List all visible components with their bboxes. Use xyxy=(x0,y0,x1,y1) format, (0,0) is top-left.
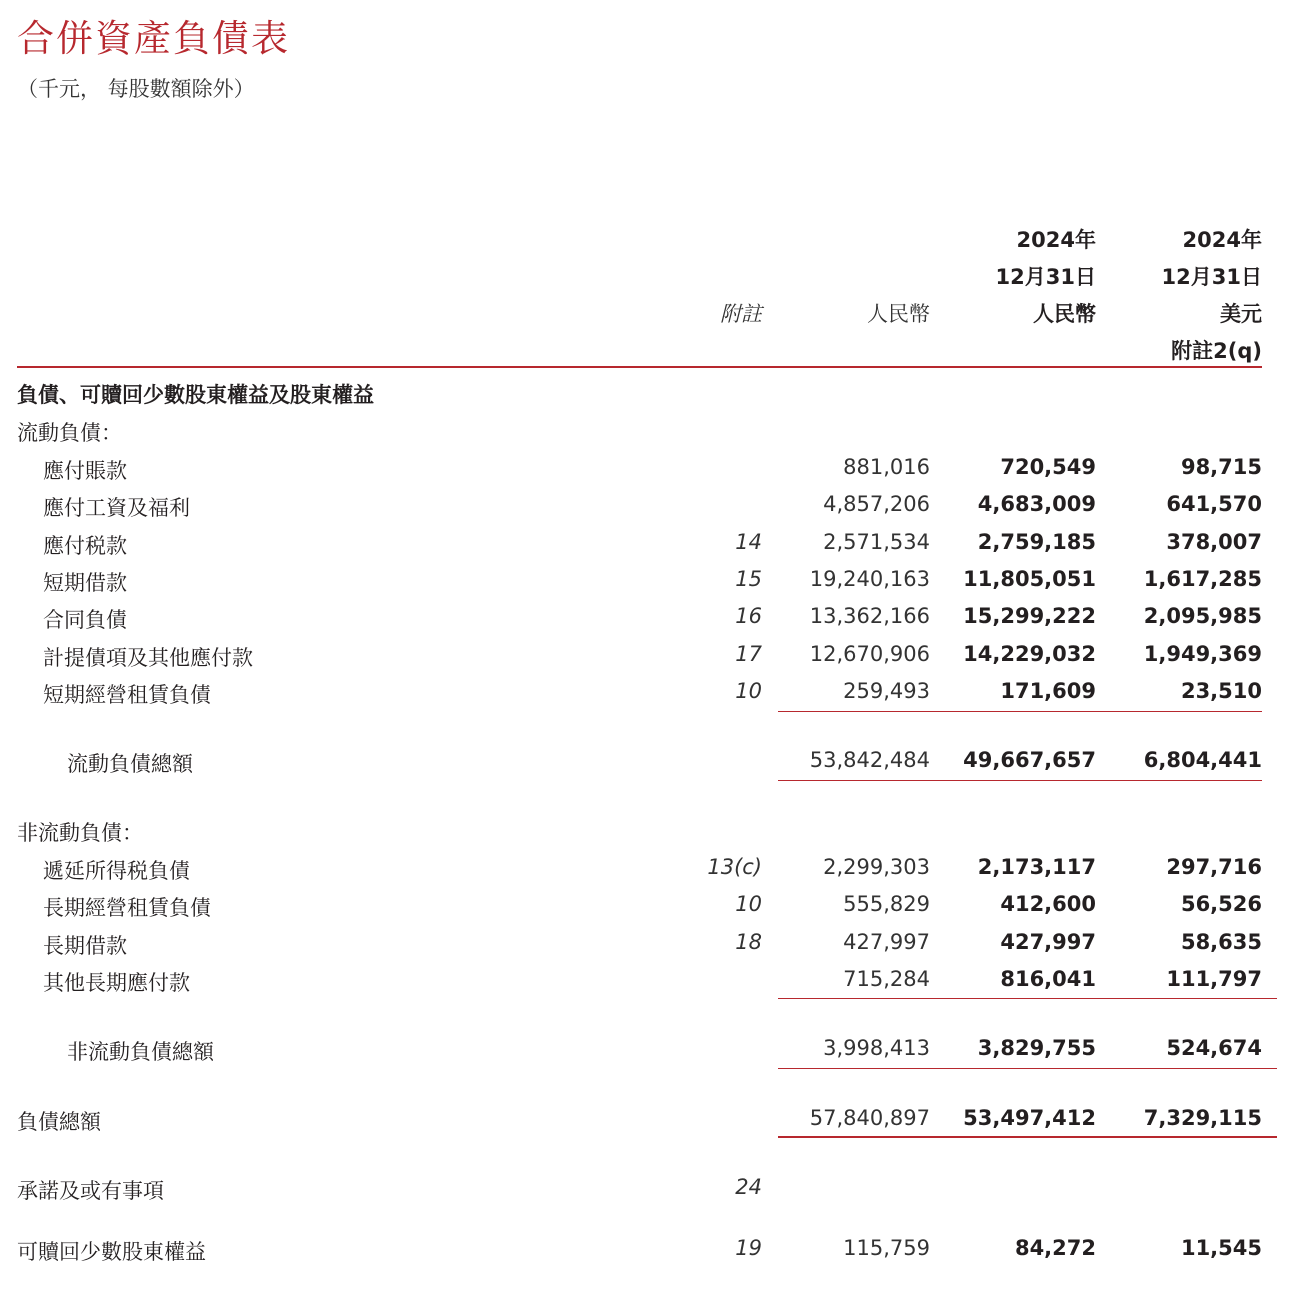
header-rule xyxy=(17,366,1262,368)
row-value-col3: 111,797 xyxy=(1166,967,1262,991)
row-label: 計提債項及其他應付款 xyxy=(43,646,253,670)
row-label: 長期借款 xyxy=(43,934,127,958)
row-value-col1: 427,997 xyxy=(843,930,930,954)
row-value-col1: 881,016 xyxy=(843,455,930,479)
subtotal-rule xyxy=(778,998,1277,999)
row-value-col1: 53,842,484 xyxy=(809,748,930,772)
row-note: 13(c) xyxy=(707,855,762,879)
row-value-col1: 3,998,413 xyxy=(823,1036,930,1060)
row-note: 18 xyxy=(735,930,762,954)
header-col2-currency: 人民幣 xyxy=(1033,302,1096,326)
row-note: 24 xyxy=(735,1175,762,1199)
row-value-col3: 297,716 xyxy=(1166,855,1262,879)
row-value-col3: 6,804,441 xyxy=(1143,748,1262,772)
row-value-col3: 1,617,285 xyxy=(1143,567,1262,591)
row-label: 應付賬款 xyxy=(43,459,127,483)
row-note: 15 xyxy=(735,567,762,591)
row-value-col1: 4,857,206 xyxy=(823,492,930,516)
row-value-col3: 2,095,985 xyxy=(1143,604,1262,628)
row-value-col1: 2,571,534 xyxy=(823,530,930,554)
row-value-col2: 412,600 xyxy=(1000,892,1096,916)
row-value-col2: 84,272 xyxy=(1014,1236,1096,1260)
row-label: 應付工資及福利 xyxy=(43,496,190,520)
row-value-col1: 19,240,163 xyxy=(809,567,930,591)
row-note: 10 xyxy=(735,892,762,916)
header-col1-currency: 人民幣 xyxy=(867,302,930,326)
non-current-liabilities-heading: 非流動負債： xyxy=(17,821,143,845)
row-label: 可贖回少數股東權益 xyxy=(17,1240,206,1264)
header-col3-currency: 美元 xyxy=(1220,302,1262,326)
row-label: 遞延所得税負債 xyxy=(43,859,190,883)
row-note: 17 xyxy=(735,642,762,666)
row-value-col3: 641,570 xyxy=(1166,492,1262,516)
row-value-col2: 171,609 xyxy=(1000,679,1096,703)
row-value-col3: 378,007 xyxy=(1166,530,1262,554)
row-value-col2: 427,997 xyxy=(1000,930,1096,954)
row-label: 負債總額 xyxy=(17,1110,101,1134)
row-value-col2: 14,229,032 xyxy=(963,642,1096,666)
row-label: 短期經營租賃負債 xyxy=(43,683,211,707)
row-value-col1: 13,362,166 xyxy=(809,604,930,628)
total-rule xyxy=(778,780,1262,781)
row-value-col2: 2,173,117 xyxy=(977,855,1096,879)
row-value-col3: 11,545 xyxy=(1180,1236,1262,1260)
row-label: 長期經營租賃負債 xyxy=(43,896,211,920)
row-value-col3: 58,635 xyxy=(1180,930,1262,954)
row-value-col1: 555,829 xyxy=(843,892,930,916)
row-value-col3: 98,715 xyxy=(1180,455,1262,479)
header-note-column: 附註 xyxy=(720,302,762,326)
row-value-col2: 15,299,222 xyxy=(963,604,1096,628)
row-note: 10 xyxy=(735,679,762,703)
total-rule xyxy=(778,1068,1277,1069)
grand-total-rule xyxy=(778,1136,1277,1138)
page-title: 合併資產負債表 xyxy=(17,17,290,60)
row-value-col2: 2,759,185 xyxy=(977,530,1096,554)
row-label: 流動負債總額 xyxy=(67,752,193,776)
row-value-col2: 816,041 xyxy=(1000,967,1096,991)
row-value-col3: 56,526 xyxy=(1180,892,1262,916)
row-value-col3: 524,674 xyxy=(1166,1036,1262,1060)
row-label: 承諾及或有事項 xyxy=(17,1179,164,1203)
header-col3-date: 12月31日 xyxy=(1161,265,1262,289)
row-label: 其他長期應付款 xyxy=(43,971,190,995)
row-note: 16 xyxy=(735,604,762,628)
row-note: 14 xyxy=(735,530,762,554)
row-label: 短期借款 xyxy=(43,571,127,595)
row-value-col2: 3,829,755 xyxy=(977,1036,1096,1060)
header-col2-date: 12月31日 xyxy=(995,265,1096,289)
subtotal-rule xyxy=(778,711,1262,712)
row-value-col1: 57,840,897 xyxy=(809,1106,930,1130)
current-liabilities-heading: 流動負債： xyxy=(17,421,122,445)
row-value-col1: 115,759 xyxy=(843,1236,930,1260)
row-value-col3: 23,510 xyxy=(1180,679,1262,703)
page-subtitle: （千元， 每股數額除外） xyxy=(17,77,255,101)
row-note: 19 xyxy=(735,1236,762,1260)
row-value-col1: 12,670,906 xyxy=(809,642,930,666)
row-label: 合同負債 xyxy=(43,608,127,632)
row-value-col2: 49,667,657 xyxy=(963,748,1096,772)
row-value-col2: 4,683,009 xyxy=(977,492,1096,516)
row-label: 應付税款 xyxy=(43,534,127,558)
row-value-col3: 1,949,369 xyxy=(1143,642,1262,666)
row-value-col2: 11,805,051 xyxy=(963,567,1096,591)
row-value-col3: 7,329,115 xyxy=(1143,1106,1262,1130)
row-value-col2: 720,549 xyxy=(1000,455,1096,479)
row-value-col1: 2,299,303 xyxy=(823,855,930,879)
header-col2-year: 2024年 xyxy=(1016,228,1096,252)
row-value-col1: 715,284 xyxy=(843,967,930,991)
row-value-col1: 259,493 xyxy=(843,679,930,703)
row-value-col2: 53,497,412 xyxy=(963,1106,1096,1130)
header-col3-year: 2024年 xyxy=(1182,228,1262,252)
header-col3-note: 附註2(q) xyxy=(1171,339,1262,363)
row-label: 非流動負債總額 xyxy=(67,1040,214,1064)
section-heading: 負債、可贖回少數股東權益及股東權益 xyxy=(17,383,374,407)
